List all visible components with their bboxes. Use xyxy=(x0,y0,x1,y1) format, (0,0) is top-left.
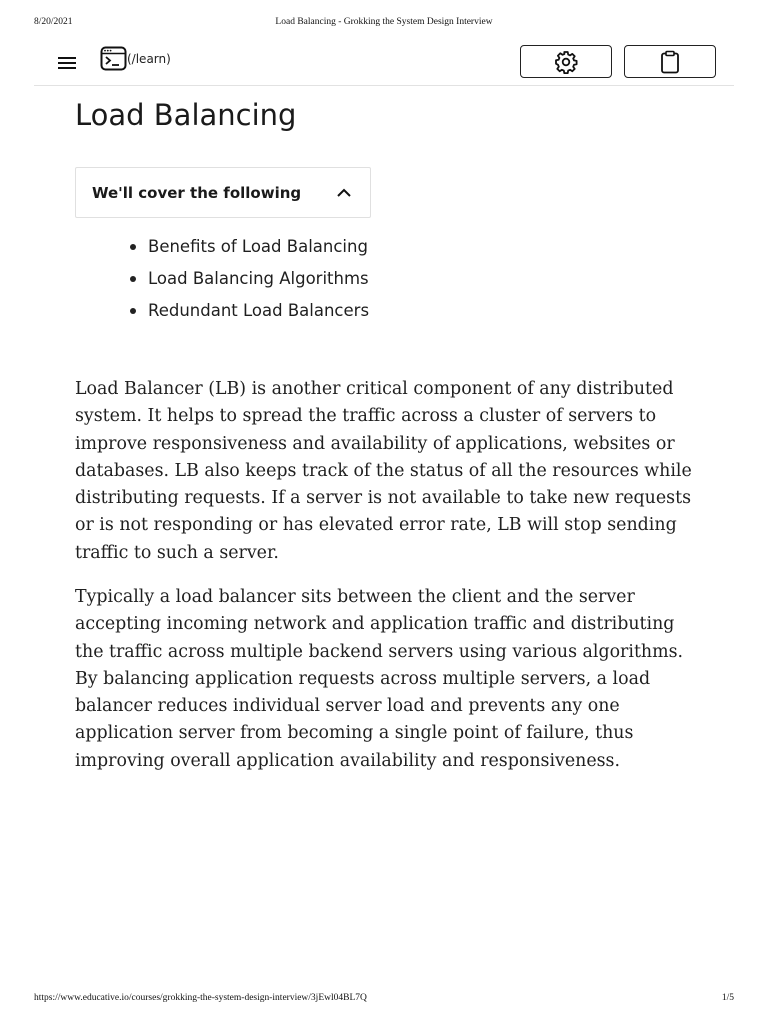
print-page-title: Load Balancing - Grokking the System Design Interview xyxy=(275,17,493,27)
hamburger-menu-icon xyxy=(57,55,77,71)
body-paragraph-1: Load Balancer (LB) is another critical component of any distributed system. It helps to spread the traffic across a cluster of servers to improve responsiveness and availability of applications, websites or databases. LB also keeps track of the status of all the resources while distributing requests. If a server is not available to take new requests or is not responding or has elevated error rate, LB will stop sending traffic to such a server. xyxy=(75,379,692,563)
toc-item-benefits-link[interactable]: Benefits of Load Balancing xyxy=(148,237,368,256)
toc-item xyxy=(130,266,369,298)
page-title: Load Balancing xyxy=(75,98,297,132)
print-url: https://www.educative.io/courses/grokking-the-system-design-interview/3jEwl04BL7Q xyxy=(34,993,367,1003)
toc-title: We'll cover the following xyxy=(92,183,302,202)
print-header xyxy=(34,17,734,31)
logo-link-text: (/learn) xyxy=(127,51,171,66)
toc-item-redundant-link[interactable]: Redundant Load Balancers xyxy=(148,301,370,320)
print-footer xyxy=(34,993,734,1007)
clipboard-button[interactable] xyxy=(624,45,716,78)
menu-button[interactable] xyxy=(54,52,80,74)
learn-home-link[interactable] xyxy=(100,46,171,71)
settings-button[interactable] xyxy=(520,45,612,78)
toc-collapse-header[interactable] xyxy=(75,167,371,218)
bullet-dot-icon xyxy=(130,244,136,250)
toc-item xyxy=(130,298,369,330)
bullet-dot-icon xyxy=(130,276,136,282)
toc-item-algorithms-link[interactable]: Load Balancing Algorithms xyxy=(148,269,369,288)
body-paragraph-2: Typically a load balancer sits between the client and the server accepting incoming network and application traffic and distributing the traffic across multiple backend servers using various algorithms. By balancing application requests across multiple servers, a load balancer reduces individual server load and prevents any one application server from becoming a single point of failure, thus improving overall application availability and responsiveness. xyxy=(75,587,684,771)
toc-item xyxy=(130,234,369,266)
print-date: 8/20/2021 xyxy=(34,17,73,27)
bullet-dot-icon xyxy=(130,308,136,314)
gear-icon xyxy=(554,50,578,74)
top-navigation-bar xyxy=(34,40,734,86)
print-page-number: 1/5 xyxy=(721,993,734,1003)
clipboard-icon xyxy=(660,50,680,74)
terminal-window-icon xyxy=(100,46,127,71)
chevron-up-icon xyxy=(336,186,352,200)
toc-list xyxy=(130,234,369,330)
